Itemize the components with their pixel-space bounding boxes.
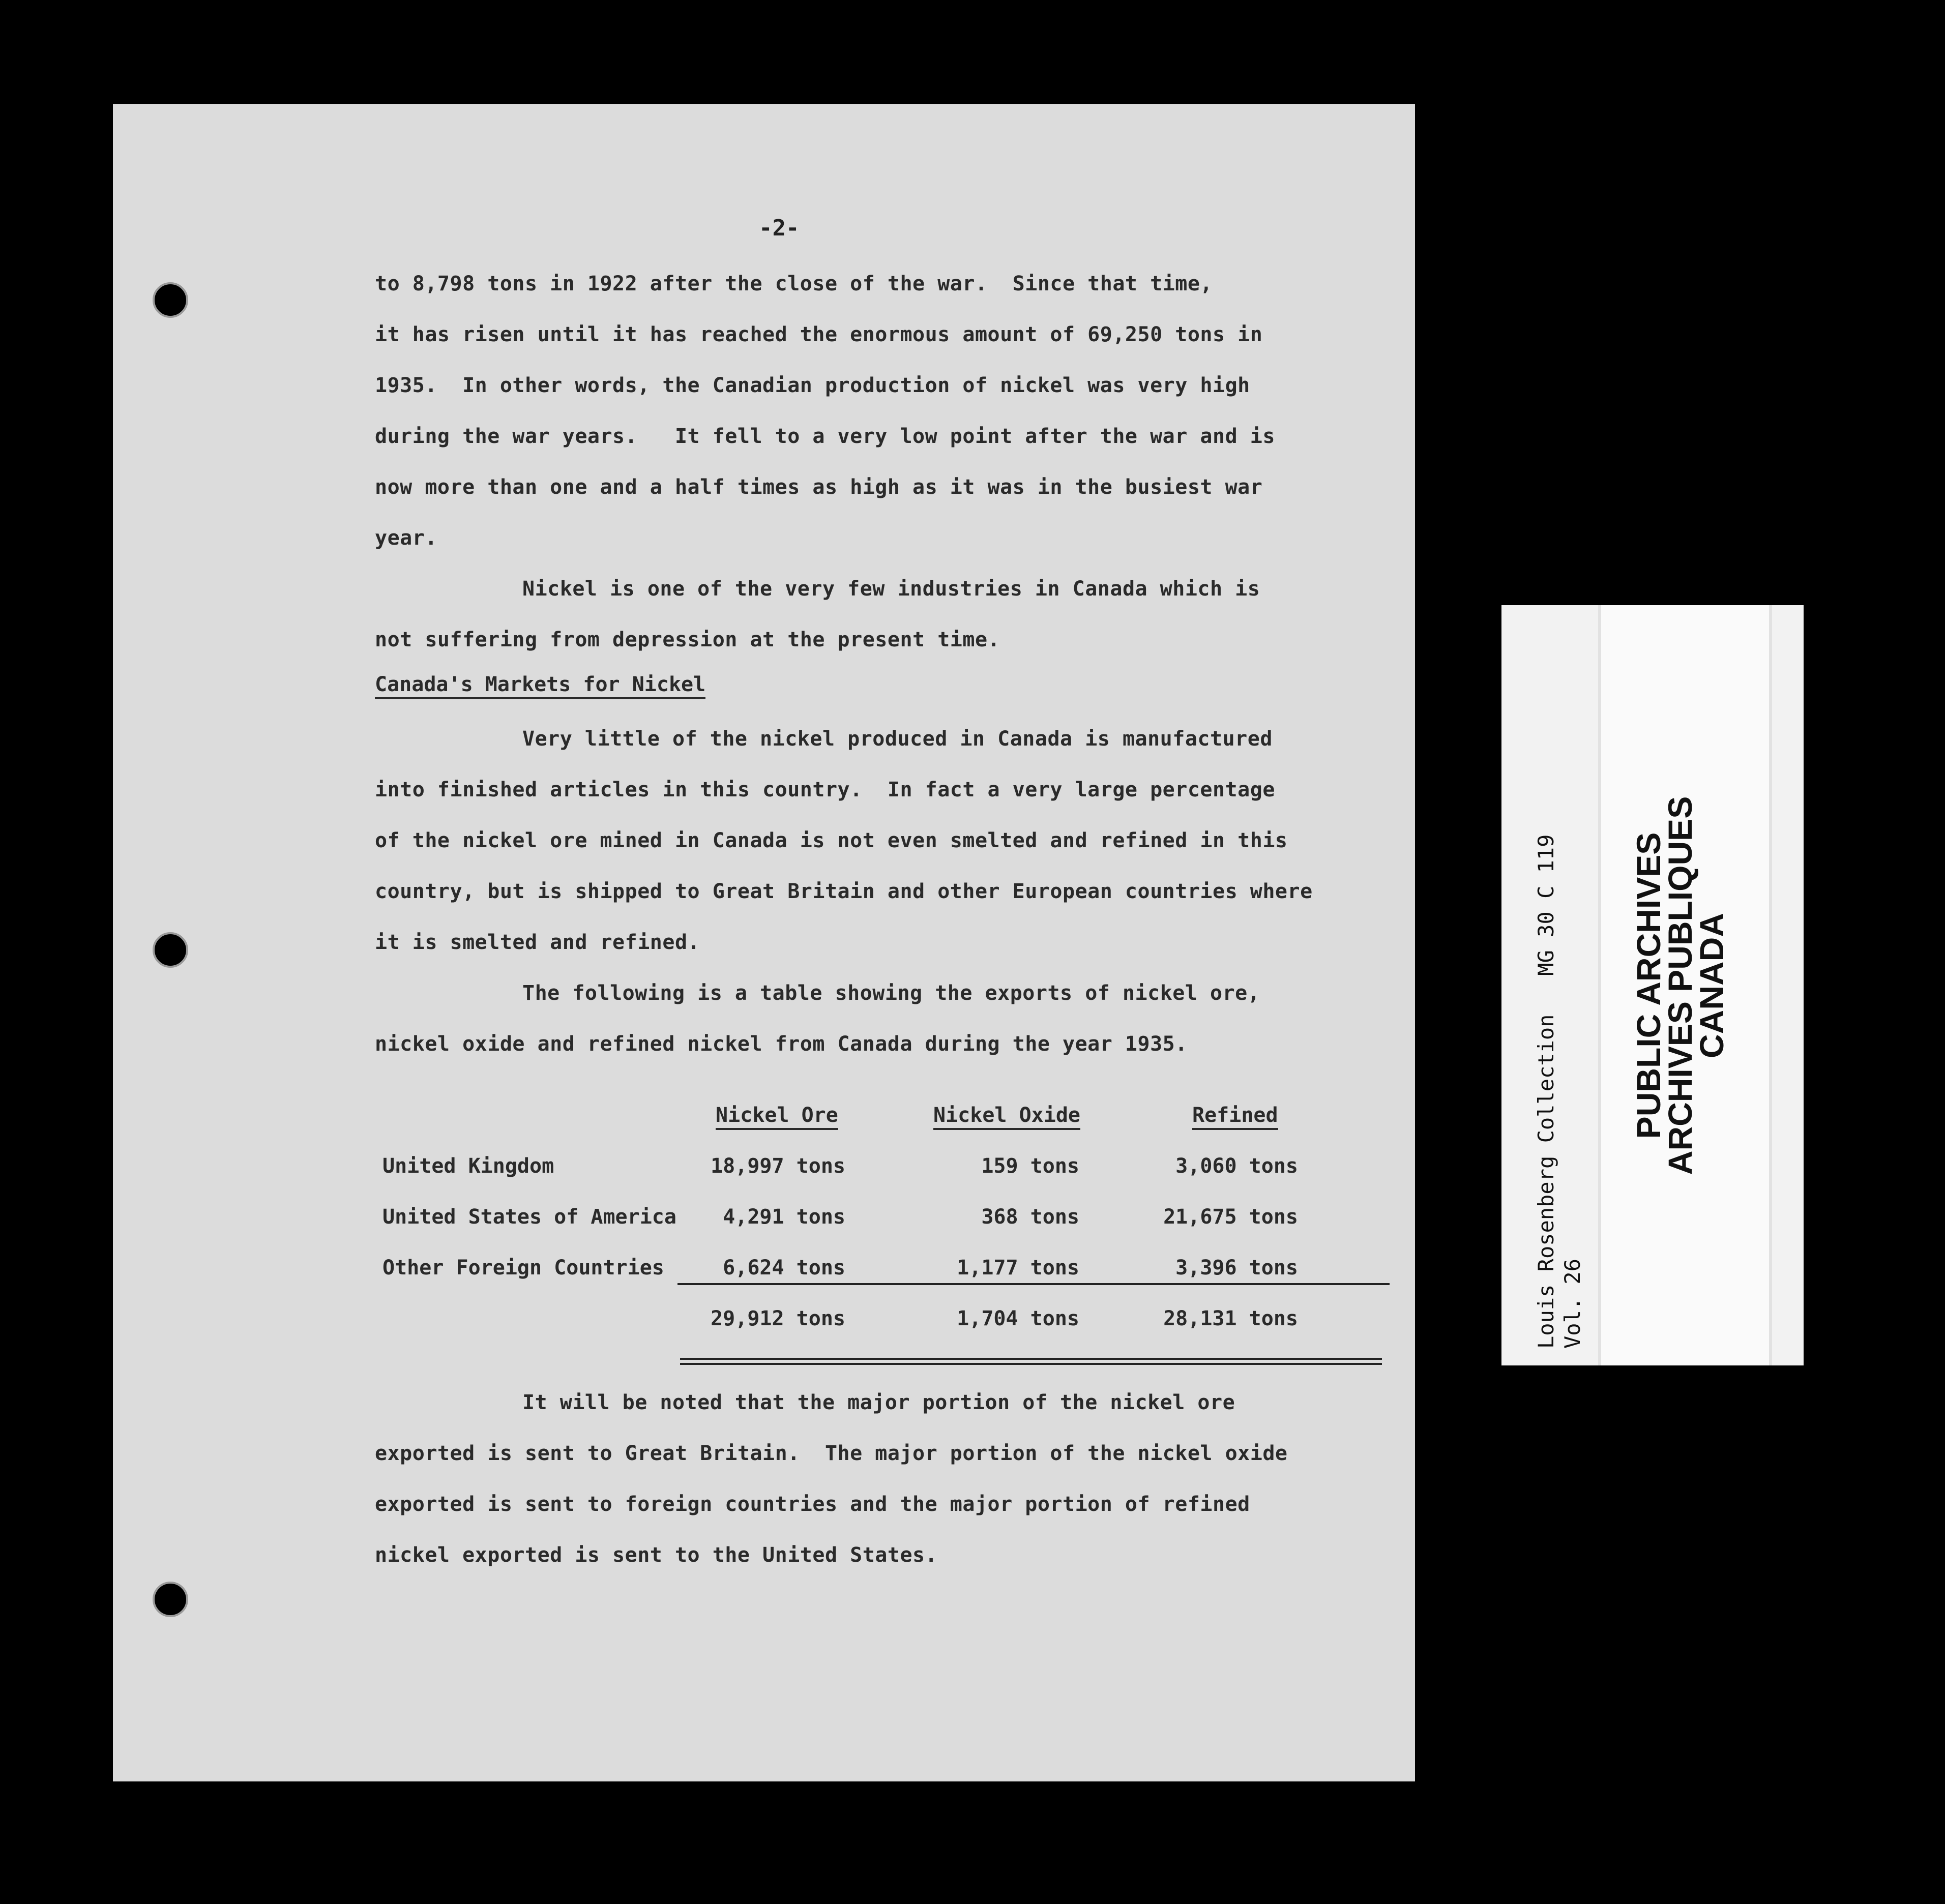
text-line: not suffering from depression at the present time.: [375, 628, 1000, 651]
text-line: country, but is shipped to Great Britain and other European countries where: [375, 880, 1313, 903]
stamp-line: PUBLIC ARCHIVES: [1630, 832, 1667, 1139]
text-line: of the nickel ore mined in Canada is not even smelted and refined in this: [375, 829, 1288, 852]
total-double-rule: [680, 1363, 1382, 1365]
text-line: into finished articles in this country. In fact a very large percentage: [375, 778, 1275, 801]
text-line: to 8,798 tons in 1922 after the close of the war. Since that time,: [375, 272, 1213, 295]
text-line: 1935. In other words, the Canadian production of nickel was very high: [375, 374, 1250, 397]
section-heading: Canada's Markets for Nickel: [375, 673, 705, 699]
table-cell: 6,624 tons: [723, 1256, 845, 1280]
table-header: Refined: [1192, 1104, 1278, 1130]
punch-hole-bottom: [153, 1582, 188, 1617]
text-line: The following is a table showing the exports of nickel ore,: [522, 981, 1260, 1005]
page-number: -2-: [759, 215, 800, 241]
call-number: MG 30 C 119: [1534, 834, 1558, 976]
text-line: nickel exported is sent to the United States.: [375, 1543, 938, 1567]
text-line: it has risen until it has reached the enormous amount of 69,250 tons in: [375, 323, 1263, 346]
text-line: It will be noted that the major portion of the nickel ore: [522, 1391, 1235, 1414]
table-cell: 1,177 tons: [957, 1256, 1079, 1280]
collection-name: Louis Rosenberg Collection: [1534, 1014, 1558, 1349]
text-line: exported is sent to Great Britain. The major portion of the nickel oxide: [375, 1442, 1288, 1465]
text-line: Very little of the nickel produced in Canada is manufactured: [522, 727, 1273, 751]
row-label: Other Foreign Countries: [382, 1256, 664, 1280]
archive-label: [1501, 605, 1804, 1365]
punch-hole-top: [153, 282, 188, 318]
archives-stamp: [1630, 792, 1730, 1179]
table-cell: 4,291 tons: [723, 1205, 845, 1229]
table-cell: 3,060 tons: [1175, 1154, 1298, 1178]
collection-line: [1533, 835, 1559, 1349]
document-page: [113, 104, 1415, 1781]
total-cell: 28,131 tons: [1163, 1307, 1298, 1330]
volume: Vol. 26: [1560, 1258, 1585, 1349]
table-cell: 368 tons: [981, 1205, 1079, 1229]
table-cell: 18,997 tons: [711, 1154, 845, 1178]
table-cell: 21,675 tons: [1163, 1205, 1298, 1229]
stamp-line: CANADA: [1693, 913, 1730, 1058]
stamp-line: ARCHIVES PUBLIQUES: [1661, 796, 1699, 1175]
subtotal-rule: [677, 1283, 1390, 1285]
total-cell: 29,912 tons: [711, 1307, 845, 1330]
table-header: Nickel Oxide: [933, 1104, 1080, 1130]
text-line: Nickel is one of the very few industries in Canada which is: [522, 577, 1260, 601]
spacer: [1534, 976, 1558, 1015]
text-line: nickel oxide and refined nickel from Canada during the year 1935.: [375, 1032, 1188, 1056]
table-header: Nickel Ore: [716, 1104, 838, 1130]
total-cell: 1,704 tons: [957, 1307, 1079, 1330]
text-line: exported is sent to foreign countries and the major portion of refined: [375, 1493, 1250, 1516]
table-cell: 159 tons: [981, 1154, 1079, 1178]
table-cell: 3,396 tons: [1175, 1256, 1298, 1280]
row-label: United Kingdom: [382, 1154, 554, 1178]
text-line: year.: [375, 526, 437, 550]
row-label: United States of America: [382, 1205, 676, 1229]
punch-hole-middle: [153, 932, 188, 968]
total-double-rule: [680, 1358, 1382, 1360]
text-line: during the war years. It fell to a very low point after the war and is: [375, 425, 1275, 448]
text-line: it is smelted and refined.: [375, 931, 700, 954]
text-line: now more than one and a half times as high as it was in the busiest war: [375, 475, 1263, 499]
call-number-block: [1533, 835, 1586, 1349]
